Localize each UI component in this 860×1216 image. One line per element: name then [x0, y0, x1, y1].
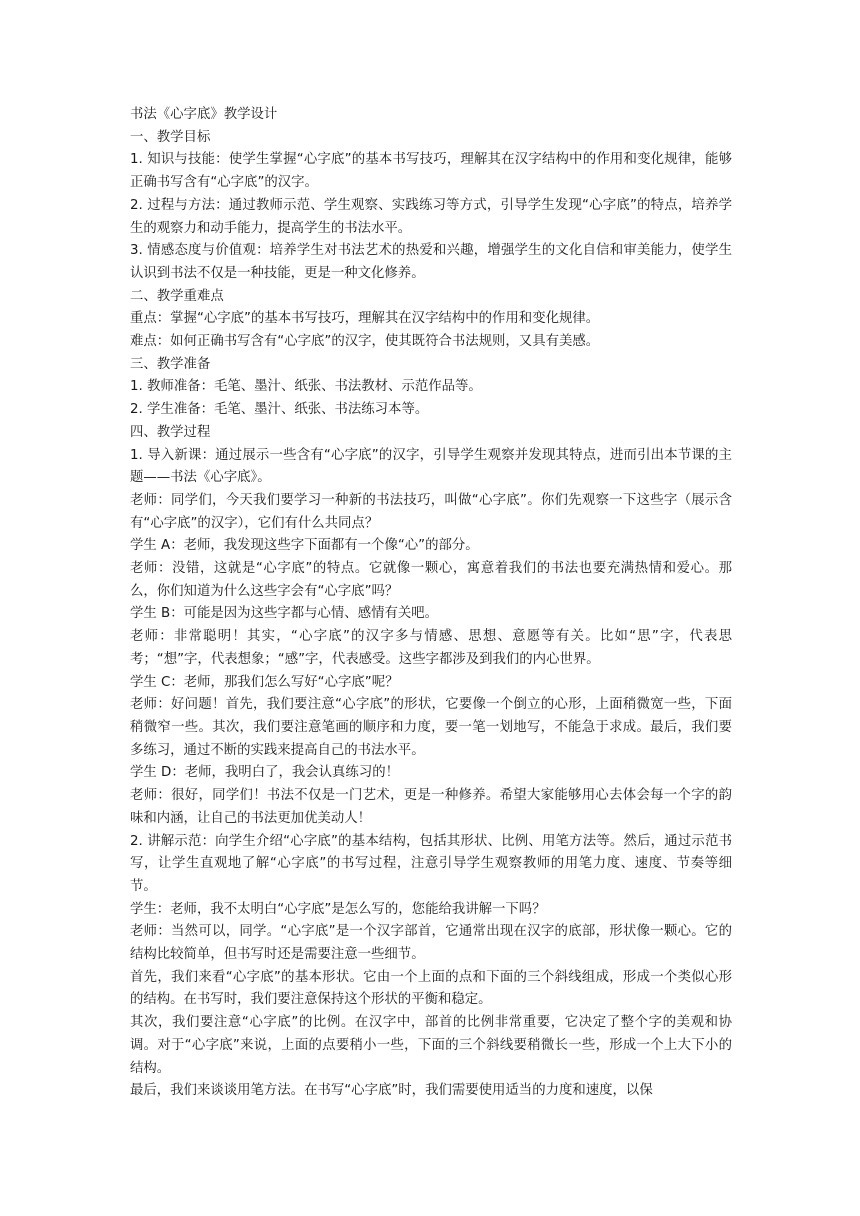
heading-preparation: 三、教学准备: [130, 356, 211, 372]
dialogue-line: 老师：同学们，今天我们要学习一种新的书法技巧，叫做“心字底”。你们先观察一下这些字（展示含有“心字底”的汉字），它们有什么共同点？: [130, 492, 732, 531]
dialogue-line: 学生 D：老师，我明白了，我会认真练习的！: [130, 765, 399, 781]
paragraph: 2. 过程与方法：通过教师示范、学生观察、实践练习等方式，引导学生发现“心字底”的特点，培养学生的观察力和动手能力，提高学生的书法水平。: [130, 197, 732, 236]
paragraph: 1. 教师准备：毛笔、墨汁、纸张、书法教材、示范作品等。: [130, 379, 482, 395]
document-body: [130, 104, 732, 1103]
paragraph: 难点：如何正确书写含有“心字底”的汉字，使其既符合书法规则，又具有美感。: [130, 334, 600, 350]
dialogue-line: 老师：很好，同学们！书法不仅是一门艺术，更是一种修养。希望大家能够用心去体会每一个字的韵味和内涵，让自己的书法更加优美动人！: [130, 788, 732, 826]
heading-process: 四、教学过程: [130, 424, 211, 440]
paragraph: 2. 学生准备：毛笔、墨汁、纸张、书法练习本等。: [130, 402, 429, 418]
heading-teaching-goals: 一、教学目标: [130, 129, 211, 145]
paragraph: 最后，我们来谈谈用笔方法。在书写“心字底”时，我们需要使用适当的力度和速度，以保: [130, 1083, 653, 1099]
dialogue-line: 学生：老师，我不太明白“心字底”是怎么写的，您能给我讲解一下吗？: [130, 901, 546, 917]
dialogue-line: 学生 C：老师，那我们怎么写好“心字底”呢？: [130, 674, 399, 690]
paragraph: 首先，我们来看“心字底”的基本形状。它由一个上面的点和下面的三个斜线组成，形成一个类似心形的结构。在书写时，我们要注意保持这个形状的平衡和稳定。: [130, 969, 732, 1008]
dialogue-line: 老师：非常聪明！其实，“心字底”的汉字多与情感、思想、意愿等有关。比如“思”字，代表思考；“想”字，代表想象；“感”字，代表感受。这些字都涉及到我们的内心世界。: [130, 629, 732, 667]
paragraph: 1. 导入新课：通过展示一些含有“心字底”的汉字，引导学生观察并发现其特点，进而引出本节课的主题——书法《心字底》。: [130, 447, 732, 486]
dialogue-line: 学生 B：可能是因为这些字都与心情、感情有关吧。: [130, 606, 439, 622]
paragraph: 3. 情感态度与价值观：培养学生对书法艺术的热爱和兴趣，增强学生的文化自信和审美能力，使学生认识到书法不仅是一种技能，更是一种文化修养。: [130, 243, 732, 281]
heading-key-points: 二、教学重难点: [130, 288, 224, 304]
dialogue-line: 学生 A：老师，我发现这些字下面都有一个像“心”的部分。: [130, 538, 479, 554]
document-title: 书法《心字底》教学设计: [130, 107, 278, 122]
paragraph: 1. 知识与技能：使学生掌握“心字底”的基本书写技巧，理解其在汉字结构中的作用和变化规律，能够正确书写含有“心字底”的汉字。: [130, 152, 732, 191]
dialogue-line: 老师：当然可以，同学。“心字底”是一个汉字部首，它通常出现在汉字的底部，形状像一颗心。它的结构比较简单，但书写时还是需要注意一些细节。: [130, 924, 732, 963]
paragraph: 重点：掌握“心字底”的基本书写技巧，理解其在汉字结构中的作用和变化规律。: [130, 311, 600, 327]
paragraph: 其次，我们要注意“心字底”的比例。在汉字中，部首的比例非常重要，它决定了整个字的美观和协调。对于“心字底”来说，上面的点要稍小一些，下面的三个斜线要稍微长一些，形成一个上大下小的结构。: [130, 1015, 732, 1076]
paragraph: 2. 讲解示范：向学生介绍“心字底”的基本结构，包括其形状、比例、用笔方法等。然后，通过示范书写，让学生直观地了解“心字底”的书写过程，注意引导学生观察教师的用笔力度、速度、节奏等细节。: [130, 833, 732, 894]
dialogue-line: 老师：没错，这就是“心字底”的特点。它就像一颗心，寓意着我们的书法也要充满热情和爱心。那么，你们知道为什么这些字会有“心字底”吗？: [130, 561, 732, 599]
dialogue-line: 老师：好问题！首先，我们要注意“心字底”的形状，它要像一个倒立的心形，上面稍微宽一些，下面稍微窄一些。其次，我们要注意笔画的顺序和力度，要一笔一划地写，不能急于求成。最后，我们要多练习，通过不断的实践来提高自己的书法水平。: [130, 697, 732, 758]
